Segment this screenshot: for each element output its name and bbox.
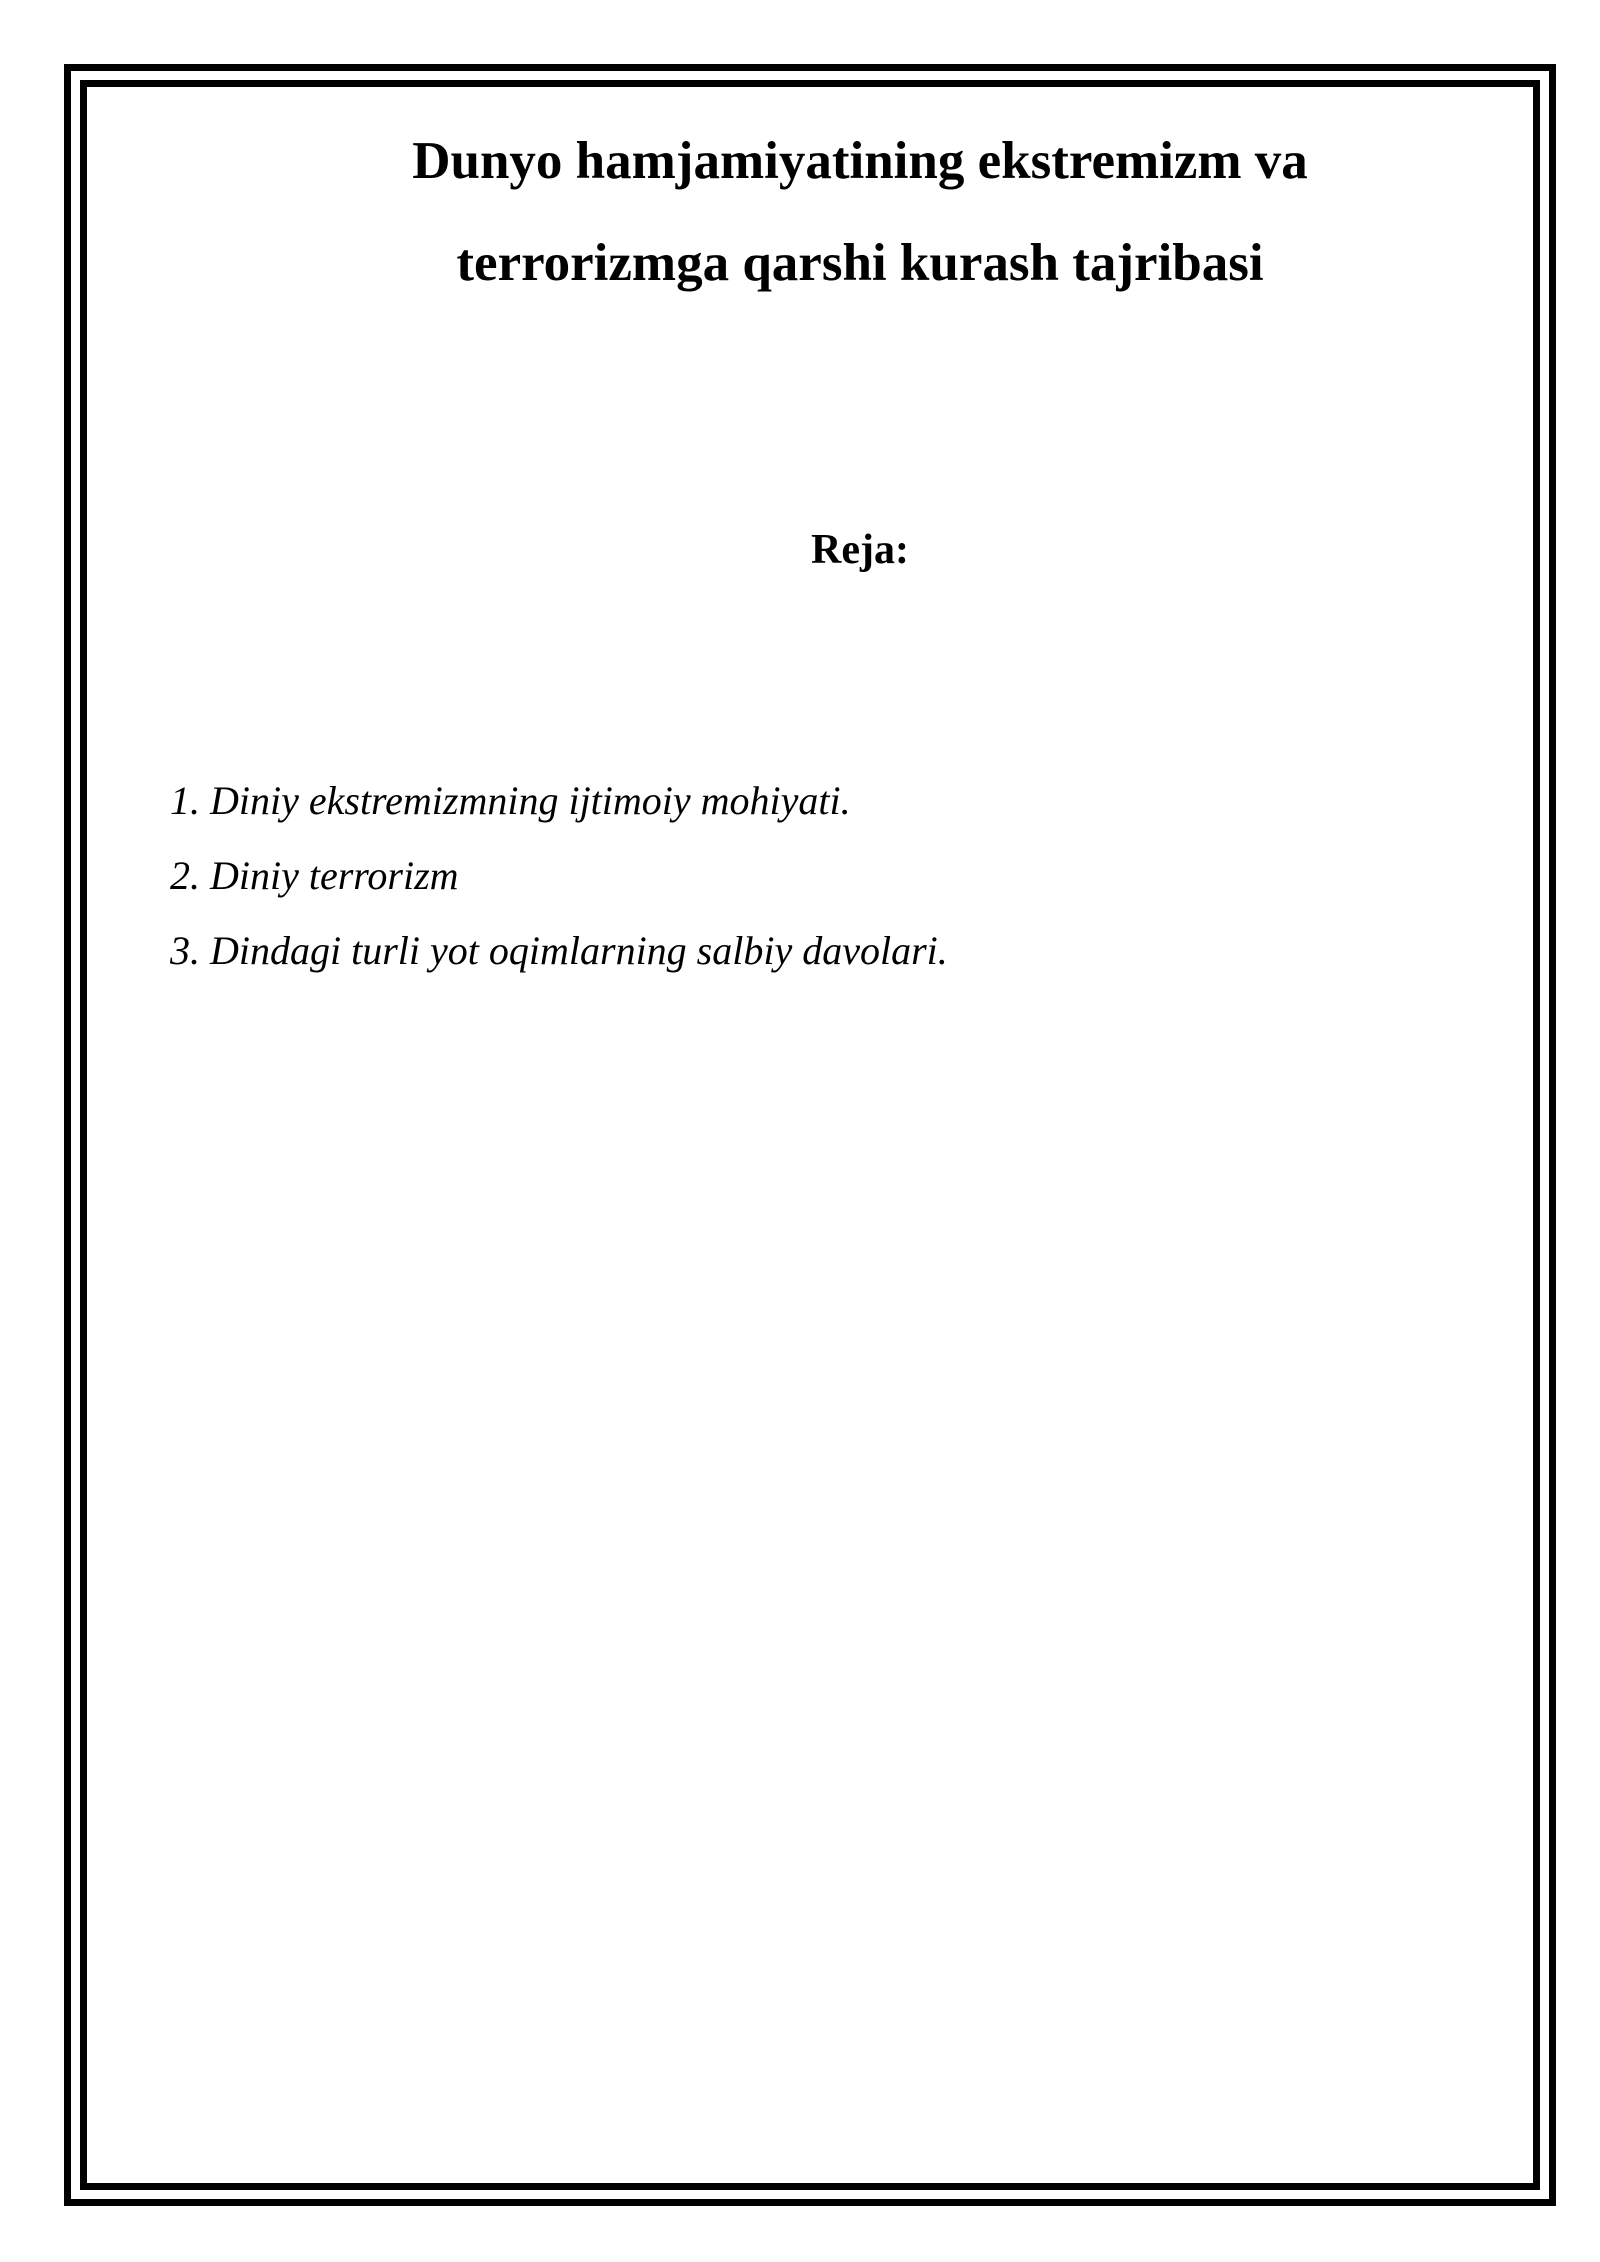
page-border-inner [80,80,1540,2190]
plan-heading: Reja: [811,527,909,573]
plan-item-number: 2. [170,853,200,898]
plan-item-number: 3. [170,928,200,973]
plan-item-text: Dindagi turli yot oqimlarning salbiy davolari. [210,928,948,973]
plan-item-text: Diniy ekstremizmning ijtimoiy mohiyati. [210,778,851,823]
plan-item-3 [170,926,1470,1001]
title-line-1: Dunyo hamjamiyatining ekstremizm va [412,132,1308,190]
plan-item-text: Diniy terrorizm [210,853,459,898]
document-title [200,110,1520,314]
plan-item-1 [170,776,1470,851]
plan-item-2 [170,851,1470,926]
plan-item-number: 1. [170,778,200,823]
plan-list [170,776,1470,1001]
title-line-2: terrorizmga qarshi kurash tajribasi [456,234,1264,292]
